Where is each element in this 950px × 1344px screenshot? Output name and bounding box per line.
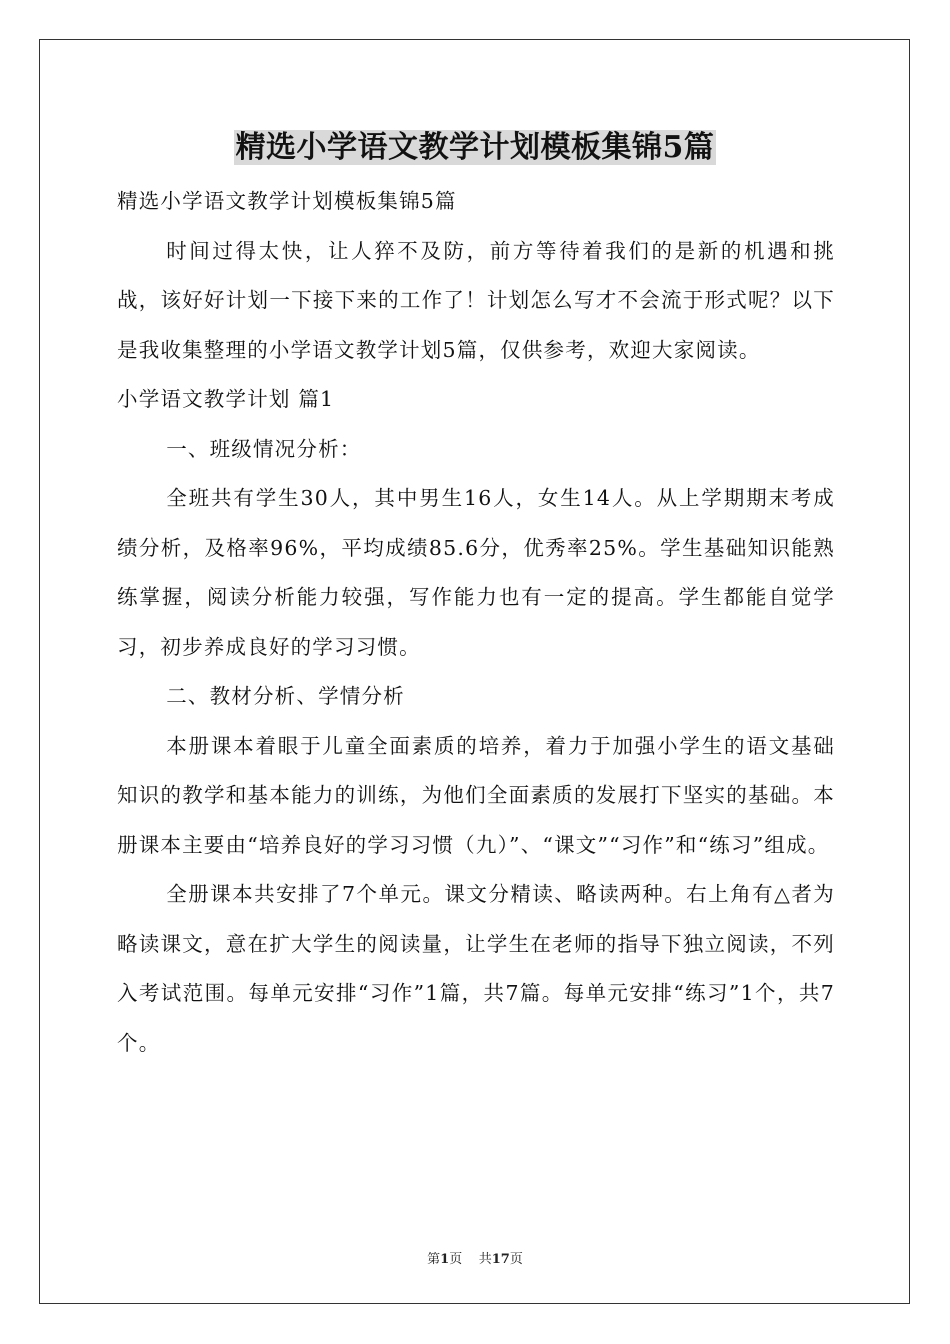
units-paragraph: 全册课本共安排了7个单元。课文分精读、略读两种。右上角有△者为略读课文，意在扩大学生的阅读量，让学生在老师的指导下独立阅读，不列入考试范围。每单元安排“习作”1篇，共7篇。每单元安排“练习”1个，共7个。: [117, 882, 835, 1055]
page-footer: [0, 1248, 950, 1267]
subheading-class-analysis: 一、班级情况分析：: [166, 436, 362, 461]
footer-prefix: 第: [427, 1252, 441, 1267]
footer-mid: 页 共: [449, 1252, 492, 1267]
footer-page-number: 1: [440, 1252, 450, 1267]
textbook-analysis-paragraph: 本册课本着眼于儿童全面素质的培养，着力于加强小学生的语文基础知识的教学和基本能力的训练，为他们全面素质的发展打下坚实的基础。本册课本主要由“培养良好的学习习惯（九）”、“课文”“习作”和“练习”组成。: [117, 733, 835, 857]
subtitle-line: 精选小学语文教学计划模板集锦5篇: [117, 189, 457, 213]
section-heading: 小学语文教学计划 篇1: [117, 387, 335, 411]
class-analysis-paragraph: 全班共有学生30人，其中男生16人，女生14人。从上学期期末考成绩分析，及格率96%，平均成绩85.6分，优秀率25%。学生基础知识能熟练掌握，阅读分析能力较强，写作能力也有一定的提高。学生都能自觉学习，初步养成良好的学习习惯。: [117, 486, 835, 659]
footer-suffix: 页: [509, 1252, 523, 1267]
intro-paragraph: 时间过得太快，让人猝不及防，前方等待着我们的是新的机遇和挑战，该好好计划一下接下来的工作了！计划怎么写才不会流于形式呢？以下是我收集整理的小学语文教学计划5篇，仅供参考，欢迎大家阅读。: [117, 238, 835, 362]
document-title-text: 精选小学语文教学计划模板集锦5篇: [235, 130, 715, 165]
document-title: [0, 126, 950, 170]
footer-total-pages: 17: [491, 1252, 510, 1267]
document-body: [117, 177, 835, 1068]
subheading-textbook-analysis: 二、教材分析、学情分析: [166, 684, 405, 708]
